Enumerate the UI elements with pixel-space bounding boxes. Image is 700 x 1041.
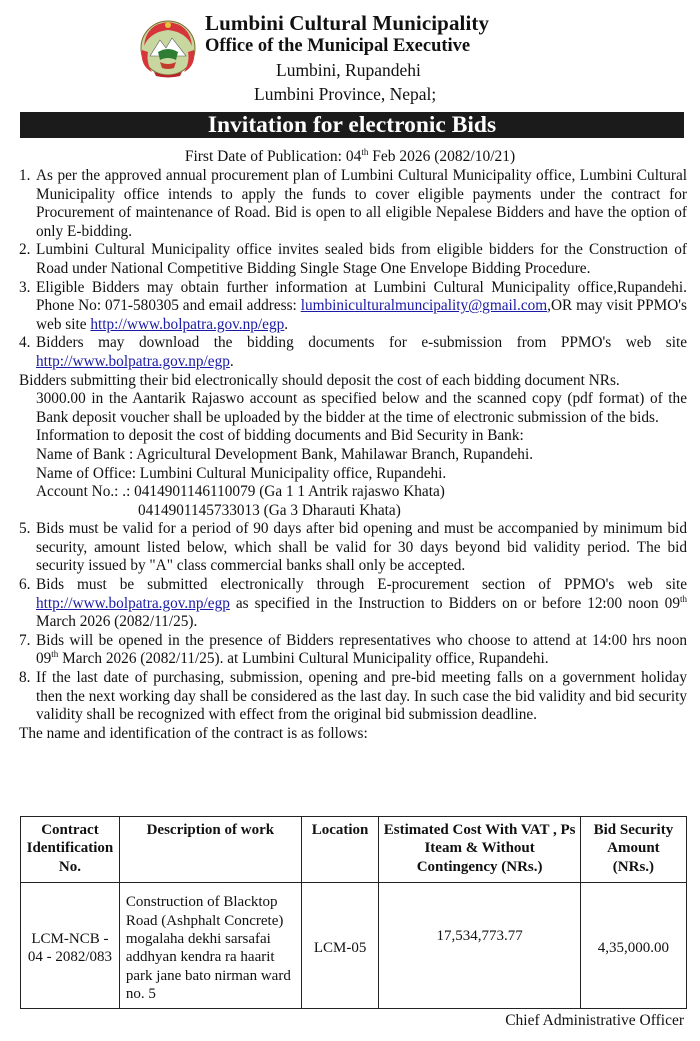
table-header-row xyxy=(21,817,687,883)
notice-body xyxy=(19,167,687,743)
notice-title-banner: Invitation for electronic Bids xyxy=(20,112,684,138)
office-account-name: Name of Office: Lumbini Cultural Municipality office, Rupandehi. xyxy=(36,464,447,482)
contract-intro: The name and identification of the contract is as follows: xyxy=(19,724,368,742)
col-header-id: Contract Identification No. xyxy=(21,817,120,883)
contract-id-cell: LCM-NCB - 04 - 2082/083 xyxy=(21,883,120,1008)
ppmo-website-link[interactable]: http://www.bolpatra.gov.np/egp xyxy=(36,594,230,612)
account-number-1: Account No.: .: 0414901146110079 (Ga 1 1 Antrik rajaswo Khata) xyxy=(36,483,445,501)
email-link[interactable]: lumbiniculturalmuncipality@gmail.com xyxy=(300,297,548,315)
col-header-description: Description of work xyxy=(119,817,301,883)
account-number-2: 0414901145733013 (Ga 3 Dharauti Khata) xyxy=(138,501,401,519)
office-name: Office of the Municipal Executive xyxy=(205,36,471,56)
location-cell: LCM-05 xyxy=(301,883,379,1008)
bank-info: Information to deposit the cost of bidding documents and Bid Security in Bank: Name of Bank : Agricultural Development Bank, Mahilawar Branch, Rupandehi. Name of Office: Lumbini Cultural Municipality office, Rupandehi. Account No.: .: 0414901146110079 (Ga 1 1 Antrik rajaswo Khata) 0414901145733013 (Ga 3 Dharauti Khata) xyxy=(19,427,687,520)
col-header-location: Location xyxy=(301,817,379,883)
nepal-government-emblem-icon xyxy=(136,16,200,78)
ppmo-website-link[interactable]: http://www.bolpatra.gov.np/egp xyxy=(36,352,230,370)
clause-4: 4. Bidders may download the bidding documents for e-submission from PPMO's web site http://www.bolpatra.gov.np/egp. xyxy=(19,334,687,370)
clause-2: 2. Lumbini Cultural Municipality office invites sealed bids from eligible bidders for the Construction of Road under National Competitive Bidding Single Stage One Envelope Bidding Procedure. xyxy=(19,241,687,277)
col-header-bid-security: Bid Security Amount (NRs.) xyxy=(580,817,686,883)
contract-table xyxy=(20,816,687,1009)
ppmo-website-link[interactable]: http://www.bolpatra.gov.np/egp xyxy=(90,315,285,333)
location-line-1: Lumbini, Rupandehi xyxy=(276,60,421,80)
bid-security-cell: 4,35,000.00 xyxy=(580,883,686,1008)
table-row xyxy=(21,883,687,1008)
signatory-title: Chief Administrative Officer xyxy=(505,1012,684,1029)
clause-5: 5. Bids must be valid for a period of 90 days after bid opening and must be accompanied by minimum bid security, amount listed below, which shall be valid for 30 days beyond bid validity period. The bid security issued by "A" class commercial banks shall only be accepted. xyxy=(19,520,687,575)
clause-6: 6. Bids must be submitted electronically through E-procurement section of PPMO's web site http://www.bolpatra.gov.np/egp as specified in the Instruction to Bidders on or before 12:00 noon 09th March 2026 (2082/11/25). xyxy=(19,576,687,631)
location-line-2: Lumbini Province, Nepal; xyxy=(254,84,437,104)
description-cell: Construction of Blacktop Road (Ashphalt Concrete) mogalaha dekhi sarsafai addhyan kendra ra haarit park jane bato nirman ward no. 5 xyxy=(119,883,301,1008)
bank-name: Name of Bank : Agricultural Development Bank, Mahilawar Branch, Rupandehi. xyxy=(36,445,534,463)
clause-1: 1. As per the approved annual procurement plan of Lumbini Cultural Municipality office, Lumbini Cultural Municipality office intends to apply the funds to cover eligible payments under the contract for Procurement of maintenance of Road. Bid is open to all eligible Nepalese Bidders and have the option of only E-bidding. xyxy=(19,167,687,240)
clause-3: 3. Eligible Bidders may obtain further information at Lumbini Cultural Municipality office,Rupandehi. Phone No: 071-580305 and email address: lumbiniculturalmuncipality@gmail.com,OR may visit PPMO's web site http://www.bolpatra.gov.np/egp. xyxy=(19,278,687,333)
publication-date: First Date of Publication: 04th Feb 2026 (2082/10/21) xyxy=(184,146,516,165)
clause-7: 7. Bids will be opened in the presence of Bidders representatives who choose to attend at 14:00 hrs noon 09th March 2026 (2082/11/25). at Lumbini Cultural Municipality office, Rupandehi. xyxy=(19,631,687,668)
org-name: Lumbini Cultural Municipality xyxy=(205,11,490,35)
clause-8: 8. If the last date of purchasing, submission, opening and pre-bid meeting falls on a government holiday then the next working day shall be considered as the last day. In such case the bid validity and bid security validity shall be recognized with effect from the original bid submission deadline. xyxy=(19,669,687,724)
col-header-cost: Estimated Cost With VAT , Ps Iteam & Without Contingency (NRs.) xyxy=(379,817,580,883)
deposit-clause: Bidders submitting their bid electronically should deposit the cost of each bidding document NRs. 3000.00 in the Aantarik Rajaswo account as specified below and the scanned copy (pdf format) of the Bank deposit voucher shall be uploaded by the bidder at the time of electronic submission of the bids. Information to deposit the cost of bidding documents and Bid Security in Bank: Name of Bank : Agricultural Development Bank, Mahilawar Branch, Rupandehi. Name of Office: Lumbini Cultural Municipality office, Rupandehi. Account No.: .: 0414901146110079 (Ga 1 1 Antrik rajaswo Khata) 0414901145733013 (Ga 3 Dharauti Khata) xyxy=(19,371,687,519)
estimated-cost-cell: 17,534,773.77 xyxy=(379,883,580,1008)
